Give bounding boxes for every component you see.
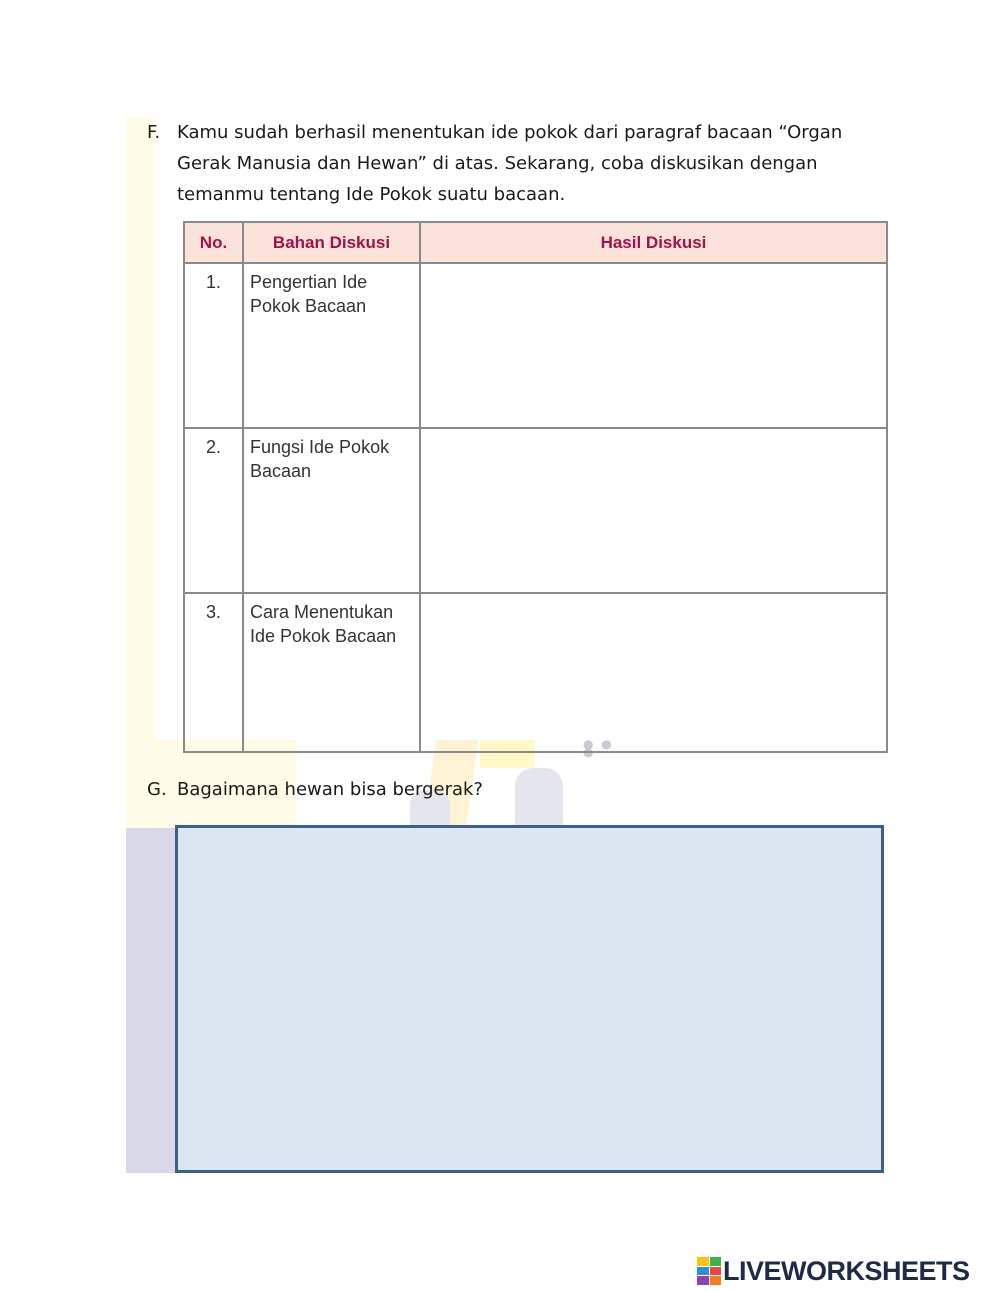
question-f-label: F. (147, 122, 161, 143)
background-lavender-strip (126, 828, 176, 1173)
question-g-text: Bagaimana hewan bisa bergerak? (177, 779, 483, 800)
background-dots: ● ● ● (583, 737, 614, 759)
logo-mark-icon (697, 1257, 721, 1285)
row-topic: Cara Menentukan Ide Pokok Bacaan (243, 593, 420, 752)
logo-tile (697, 1276, 709, 1285)
answer-textbox-g[interactable] (175, 825, 884, 1173)
table-row (184, 263, 887, 428)
discussion-table (183, 221, 888, 759)
row-result-cell (420, 263, 887, 428)
row-number: 3. (184, 593, 243, 752)
liveworksheets-logo (697, 1253, 970, 1289)
logo-tile (710, 1276, 722, 1285)
row-result-cell (420, 593, 887, 759)
row-number: 1. (184, 263, 243, 428)
row-topic: Fungsi Ide Pokok Bacaan (243, 428, 420, 593)
logo-tile (697, 1267, 709, 1276)
table-header-row (184, 222, 887, 263)
logo-text: LIVEWORKSHEETS (723, 1255, 970, 1286)
row-number: 2. (184, 428, 243, 593)
row-topic: Pengertian Ide Pokok Bacaan (243, 263, 420, 428)
header-topic: Bahan Diskusi (243, 222, 420, 263)
logo-tile (710, 1257, 722, 1266)
table-row (184, 593, 887, 752)
table-row (184, 428, 887, 593)
question-g-label: G. (147, 779, 167, 800)
logo-tile (697, 1257, 709, 1266)
header-no: No. (184, 222, 243, 263)
logo-tile (710, 1267, 722, 1276)
row-result-cell (420, 428, 887, 593)
question-f-text: Kamu sudah berhasil menentukan ide pokok dari paragraf bacaan “Organ Gerak Manusia dan Hewan” di atas. Sekarang, coba diskusikan dengan temanmu tentang Ide Pokok suatu bacaan. (177, 122, 843, 205)
header-result: Hasil Diskusi (420, 222, 887, 263)
background-yellow-strip (126, 118, 156, 828)
